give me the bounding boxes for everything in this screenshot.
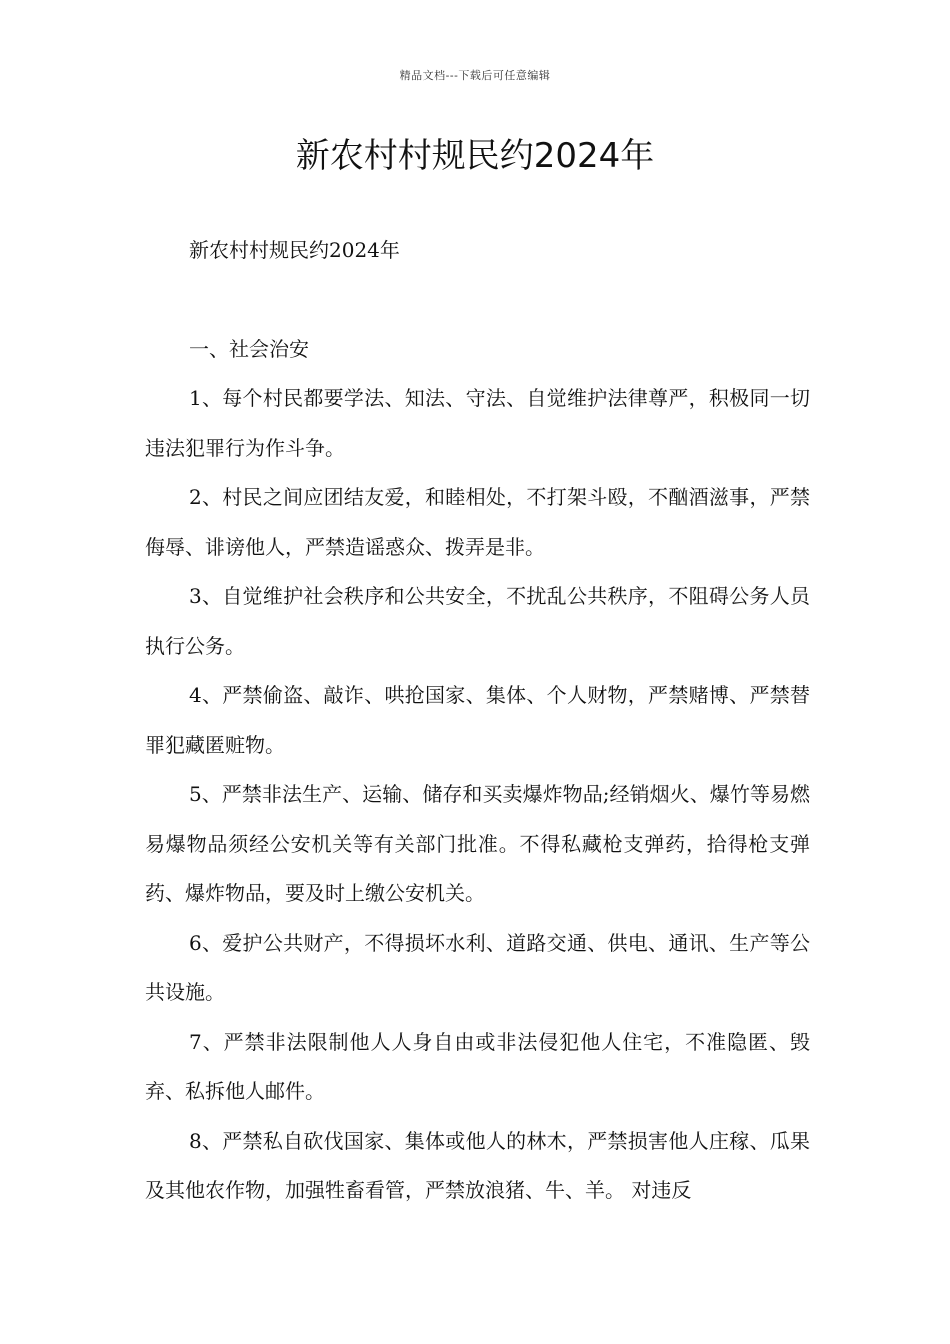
- paragraph-7: 7、严禁非法限制他人人身自由或非法侵犯他人住宅，不准隐匿、毁弃、私拆他人邮件。: [145, 1029, 810, 1103]
- document-title: 新农村村规民约2024年: [295, 136, 655, 176]
- header-note: 精品文档---下载后可任意编辑: [399, 69, 551, 82]
- paragraph-3: 3、自觉维护社会秩序和公共安全，不扰乱公共秩序，不阻碍公务人员执行公务。: [145, 584, 810, 658]
- paragraph-8: 8、严禁私自砍伐国家、集体或他人的林木，严禁损害他人庄稼、瓜果及其他农作物，加强牲畜看管，严禁放浪猪、牛、羊。 对违反: [145, 1128, 810, 1202]
- document-body: [145, 226, 810, 1216]
- paragraph-4: 4、严禁偷盗、敲诈、哄抢国家、集体、个人财物，严禁赌博、严禁替罪犯藏匿赃物。: [145, 683, 810, 757]
- document-subtitle: 新农村村规民约2024年: [189, 238, 400, 262]
- paragraph-1: 1、每个村民都要学法、知法、守法、自觉维护法律尊严，积极同一切违法犯罪行为作斗争。: [145, 386, 810, 460]
- paragraph-6: 6、爱护公共财产，不得损坏水利、道路交通、供电、通讯、生产等公共设施。: [145, 930, 810, 1004]
- paragraph-2: 2、村民之间应团结友爱，和睦相处，不打架斗殴，不酗酒滋事，严禁侮辱、诽谤他人，严禁造谣惑众、拨弄是非。: [145, 485, 810, 559]
- paragraph-5: 5、严禁非法生产、运输、储存和买卖爆炸物品;经销烟火、爆竹等易燃易爆物品须经公安机关等有关部门批准。不得私藏枪支弹药，拾得枪支弹药、爆炸物品，要及时上缴公安机关。: [145, 782, 810, 905]
- section-heading: 一、社会治安: [189, 336, 309, 361]
